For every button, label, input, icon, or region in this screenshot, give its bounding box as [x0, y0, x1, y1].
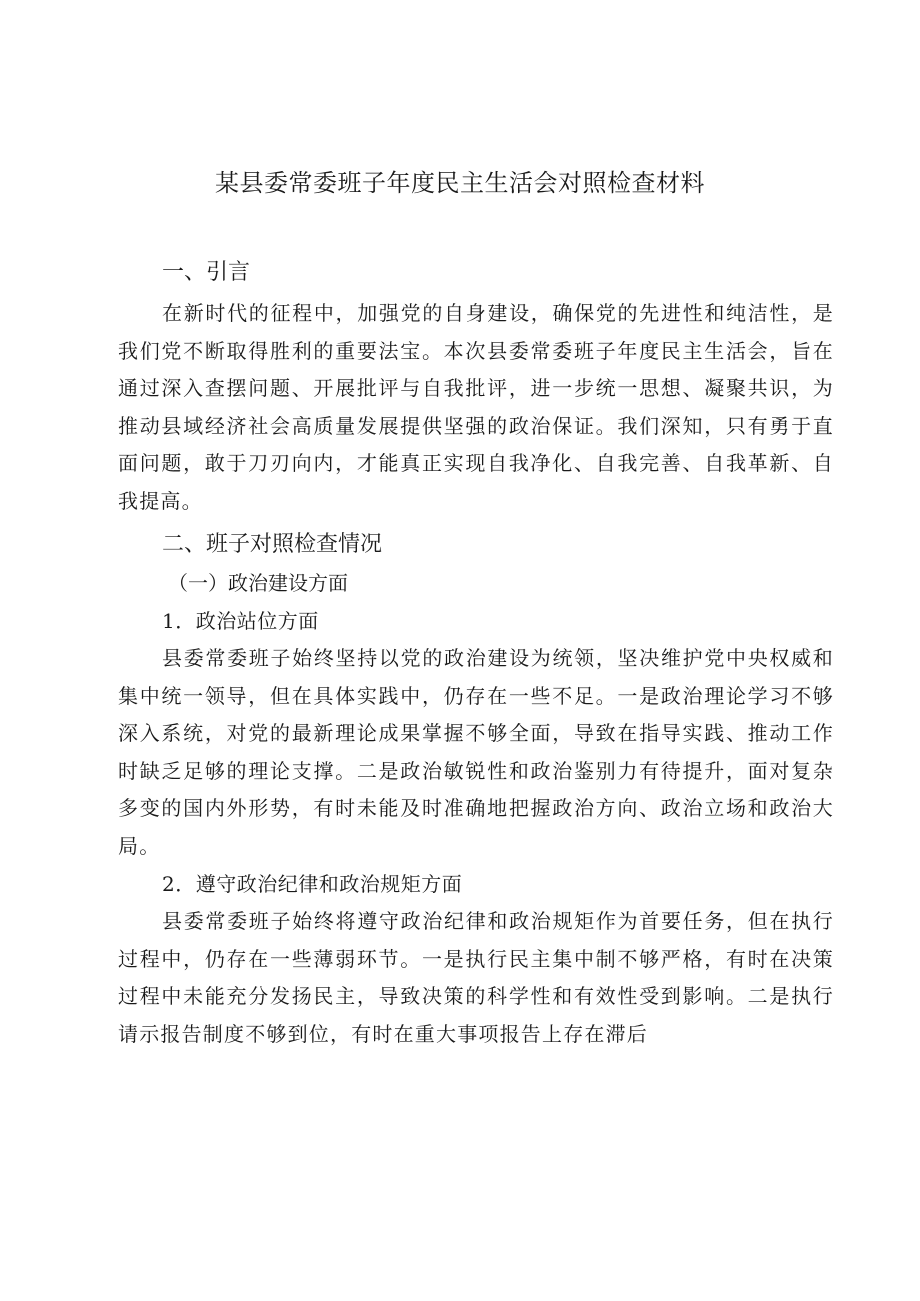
item-heading-political-stance: 1．政治站位方面 [162, 609, 319, 633]
section-heading-introduction: 一、引言 [162, 260, 251, 285]
political-discipline-paragraph: 县委常委班子始终将遵守政治纪律和政治规矩作为首要任务，但在执行过程中，仍存在一些薄弱环节。一是执行民主集中制不够严格，有时在决策过程中未能充分发扬民主，导致决策的科学性和有效性受到影响。二是执行请示报告制度不够到位，有时在重大事项报告上存在滞后 [118, 909, 834, 1046]
document-title: 某县委常委班子年度民主生活会对照检查材料 [215, 169, 705, 197]
section-heading-team-review: 二、班子对照检查情况 [162, 532, 383, 557]
political-stance-paragraph: 县委常委班子始终坚持以党的政治建设为统领，坚决维护党中央权威和集中统一领导，但在具体实践中，仍存在一些不足。一是政治理论学习不够深入系统，对党的最新理论成果掌握不够全面，导致在指导实践、推动工作时缺乏足够的理论支撑。二是政治敏锐性和政治鉴别力有待提升，面对复杂多变的国内外形势，有时未能及时准确地把握政治方向、政治立场和政治大局。 [118, 646, 834, 858]
introduction-paragraph: 在新时代的征程中，加强党的自身建设，确保党的先进性和纯洁性，是我们党不断取得胜利的重要法宝。本次县委常委班子年度民主生活会，旨在通过深入查摆问题、开展批评与自我批评，进一步统一思想、凝聚共识，为推动县域经济社会高质量发展提供坚强的政治保证。我们深知，只有勇于直面问题，敢于刀刃向内，才能真正实现自我净化、自我完善、自我革新、自我提高。 [118, 301, 834, 513]
item-heading-political-discipline: 2．遵守政治纪律和政治规矩方面 [162, 872, 463, 896]
subsection-heading-political-construction: （一）政治建设方面 [168, 571, 348, 595]
document-body [118, 254, 834, 1053]
